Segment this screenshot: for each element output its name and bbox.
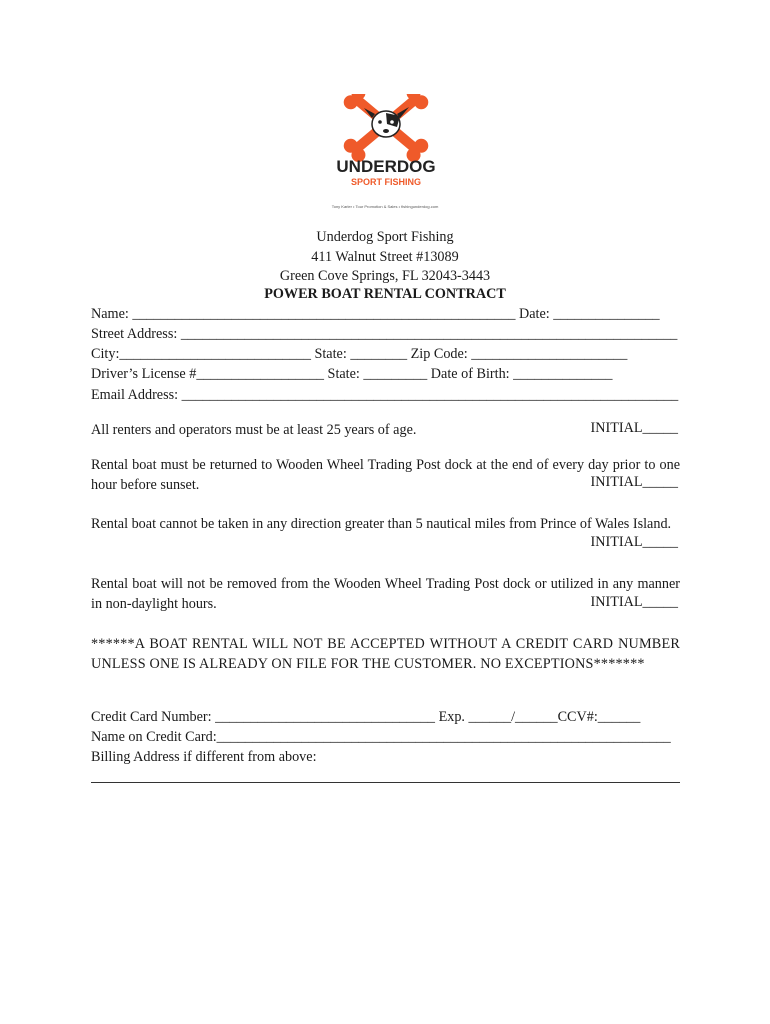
credit-card-notice: ******A BOAT RENTAL WILL NOT BE ACCEPTED WITHOUT A CREDIT CARD NUMBER UNLESS ONE IS ALREADY ON FILE FOR THE CUSTOMER. NO EXCEPTIONS*******: [91, 636, 680, 672]
clause-distance: Rental boat cannot be taken in any direction greater than 5 nautical miles from Prince of Wales Island.: [91, 516, 672, 532]
company-name: Underdog Sport Fishing: [316, 229, 454, 245]
initial-field-age[interactable]: INITIAL_____: [590, 420, 678, 436]
city-state-zip-field[interactable]: City:___________________________ State: ________ Zip Code: ______________________: [91, 346, 628, 362]
document-title: POWER BOAT RENTAL CONTRACT: [264, 286, 506, 302]
company-city: Green Cove Springs, FL 32043-3443: [279, 268, 491, 284]
logo-tagline: Tony Karler • Tour Promotion & Sales • fishingunderdog.com: [331, 204, 439, 209]
license-dob-field[interactable]: Driver’s License #__________________ State: _________ Date of Birth: ______________: [91, 366, 613, 382]
billing-address-line[interactable]: [91, 782, 680, 783]
initial-field-distance[interactable]: INITIAL_____: [590, 534, 678, 550]
company-street: 411 Walnut Street #13089: [311, 249, 459, 265]
credit-card-field[interactable]: Credit Card Number: _______________________________ Exp. ______/______CCV#:______: [91, 709, 641, 725]
clause-age: All renters and operators must be at least 25 years of age.: [91, 422, 417, 438]
underdog-logo: [331, 94, 441, 188]
initial-field-daylight[interactable]: INITIAL_____: [590, 594, 678, 610]
initial-field-return[interactable]: INITIAL_____: [590, 474, 678, 490]
logo-wordmark: UNDERDOG: [336, 157, 436, 176]
name-on-card-field[interactable]: Name on Credit Card:________________________________________________________________: [91, 729, 671, 745]
logo-subtitle: SPORT FISHING: [350, 177, 422, 187]
clause-return: Rental boat must be returned to Wooden Wheel Trading Post dock at the end of every day prior to one hour before sunset.: [91, 457, 680, 493]
street-address-field[interactable]: Street Address: ______________________________________________________________________: [91, 326, 678, 342]
billing-address-label: Billing Address if different from above:: [91, 749, 317, 765]
name-date-field[interactable]: Name: ______________________________________________________ Date: _______________: [91, 306, 660, 322]
email-field[interactable]: Email Address: ______________________________________________________________________: [91, 387, 679, 403]
clause-daylight: Rental boat will not be removed from the Wooden Wheel Trading Post dock or utilized in any manner in non-daylight hours.: [91, 576, 680, 612]
